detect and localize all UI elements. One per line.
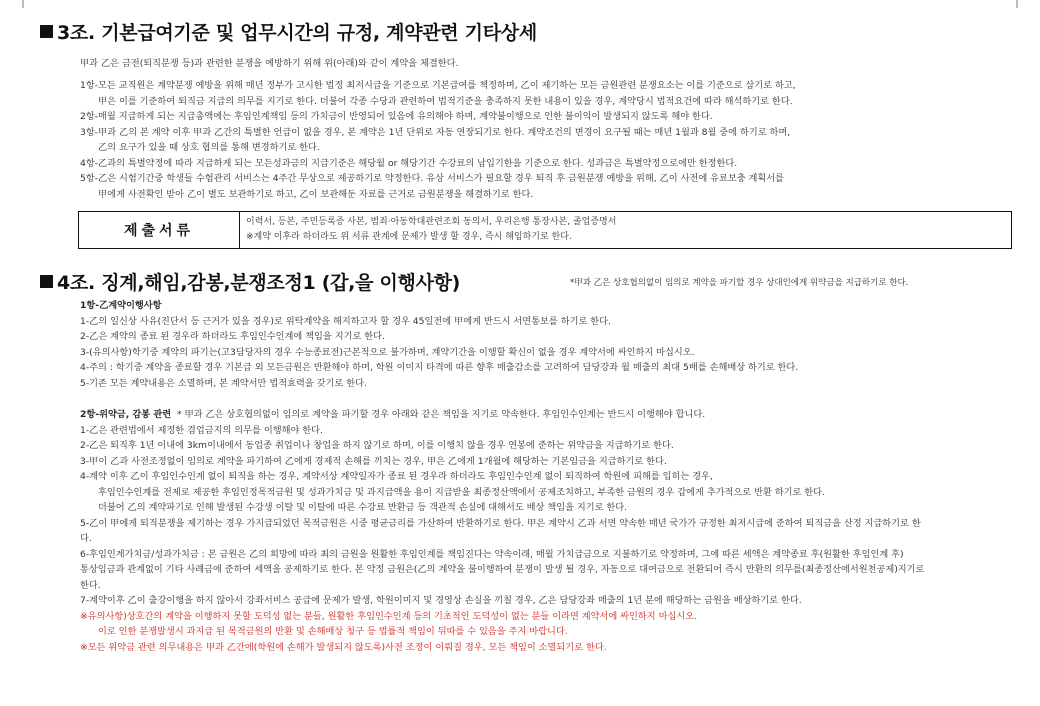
section3-title-text: 3조. 기본급여기준 및 업무시간의 규정, 계약관련 기타상세 <box>57 22 537 44</box>
section3-clauses <box>80 78 1020 202</box>
clause-line: 乙의 요구가 있을 때 상호 협의를 통해 변경하기로 한다. <box>98 142 320 153</box>
clause-line: 7-계약이후 乙이 출강이행을 하지 않아서 강좌서비스 공급에 문제가 발생, 학원이미지 및 경영상 손실을 끼칠 경우, 乙은 담당강좌 매출의 1년 분에 해당하는 금원을 배상하기로 한다. <box>80 595 802 606</box>
documents-box <box>78 211 1012 249</box>
sub1-title: 1항-乙계약이행사항 <box>80 300 162 311</box>
clause-line: 다. <box>80 533 92 544</box>
section4-title <box>40 268 460 295</box>
section4-sub2 <box>80 407 1020 655</box>
top-mark-right <box>1016 0 1018 8</box>
top-border <box>0 0 1040 8</box>
clause-line: 6-후임인계가치금/성과가치금 : 본 금원은 乙의 희망에 따라 최의 금원을 원활한 후임인계를 책임진다는 약속이래, 매월 가치급금으로 지불하기로 약정하며, 그에 따른 세액은 계약종료 후(원활한 후임인계 후) <box>80 548 904 560</box>
documents-note: ※계약 이후라 하더라도 위 서류 관계에 문제가 발생 할 경우, 즉시 해임하기로 한다. <box>246 232 572 242</box>
warning-line: ※모든 위약금 관련 의무내용은 甲과 乙간에(학원에 손해가 발생되지 않도록)사전 조정이 이뤄질 경우, 모든 책임이 소멸되기로 한다. <box>80 641 607 653</box>
clause-line: 4-주의 : 학기중 계약을 종료할 경우 기본급 외 모든금원은 반환해야 하며, 학원 이미지 타격에 따른 향후 매출감소를 고려하여 담당강좌 월 매출의 최대 5배를 손해배상 하기로 한다. <box>80 362 799 373</box>
clause-line: 甲에게 사전확인 받아 乙이 별도 보관하기로 하고, 乙이 보관해둔 자료를 근거로 금원분쟁을 해결하기로 한다. <box>98 188 534 200</box>
sub2-note: * 甲과 乙은 상호협의없이 임의로 계약을 파기할 경우 아래와 같은 책임을 지기로 약속한다. 후임인수인계는 반드시 이행해야 합니다. <box>176 409 706 420</box>
clause-line: 3항-甲과 乙의 본 계약 이후 甲과 乙간의 특별한 언급이 없을 경우, 본 계약은 1년 단위로 자동 연장되기로 한다. 계약조건의 변경이 요구될 때는 매년 1월과 8월 중에 하기로 하며, <box>80 126 791 138</box>
clause-line: 3-(유의사항)학기중 계약의 파기는(고3담당자의 경우 수능종료전)근본적으로 불가하며, 계약기간을 이행할 확신이 없을 경우 계약서에 싸인하지 마십시오. <box>80 346 695 358</box>
clause-line: 2항-매월 지급하게 되는 지급총액에는 후임인계책임 등의 가치금이 반영되어 있음에 유의해야 하며, 계약불이행으로 인한 불이익이 발생되지 않도록 해야 한다. <box>80 111 713 122</box>
clause-line: 2-乙은 계약의 종료 된 경우라 하더라도 후임인수인계에 책임을 지기로 한다. <box>80 331 385 342</box>
section4-title-text: 4조. 징계,해임,감봉,분쟁조정1 (갑,을 이행사항) <box>57 272 461 294</box>
clause-line: 1항-모든 교직원은 계약분쟁 예방을 위해 매년 정부가 고시한 법정 최저시급을 기준으로 기본급여를 책정하며, 乙이 제기하는 모든 금원관련 분쟁요소는 이를 기준으로 삼기로 하고, <box>80 80 796 91</box>
section4-sub1 <box>80 298 1020 391</box>
clause-line: 5항-乙은 시험기간중 학생들 수험관리 서비스는 4주간 무상으로 제공하기로 약정한다. 유상 서비스가 필요할 경우 퇴직 후 금원분쟁 예방을 위해, 乙이 사전에 유료보충 계획서를 <box>80 173 785 184</box>
sub2-title: 2항-위약금, 감봉 관련 <box>80 409 172 420</box>
sub2-heading <box>80 407 1020 423</box>
warning-line: 이로 인한 분쟁발생시 과지급 된 목적금원의 반환 및 손해배상 청구 등 법률적 책임이 뒤따를 수 있음을 주지 바랍니다. <box>98 626 568 637</box>
square-bullet-icon <box>40 25 53 38</box>
documents-list: 이력서, 등본, 주민등록증 사본, 범죄·아동학대관련조회 동의서, 우리은행 통장사본, 졸업증명서 <box>246 217 617 227</box>
clause-line: 5-乙이 甲에게 퇴직분쟁을 제기하는 경우 가지급되었던 목적금원은 시중 평균금리를 가산하여 반환하기로 한다. 甲은 계약시 乙과 서면 약속한 매년 국가가 규정한 최저시급에 준하여 퇴직금을 산정 지급하기로 한 <box>80 517 921 529</box>
top-mark-left <box>22 0 24 8</box>
square-bullet-icon <box>40 275 53 288</box>
clause-line: 1-乙은 관련법에서 제정한 겸업금지의 의무를 이행해야 한다. <box>80 424 323 436</box>
section3-intro: 甲과 乙은 금전(퇴직분쟁 등)과 관련한 분쟁을 예방하기 위해 위(아래)와 같이 계약을 체결한다. <box>80 58 459 69</box>
clause-line: 통상임금과 관계없이 기타 사례금에 준하여 세액을 공제하기로 한다. 본 약정 금원은(乙의 계약을 불이행하여 분쟁이 발생 될 경우, 자동으로 대여금으로 전환되어 즉시 반환의 의무를(최종정산에서원천공제)지기로 <box>80 564 925 575</box>
clause-line: 3-甲이 乙과 사전조정없이 임의로 계약을 파기하여 乙에게 경제적 손해를 끼치는 경우, 甲은 乙에게 1개월에 해당하는 기본임금을 지급하기로 한다. <box>80 455 667 467</box>
clause-line: 더불어 乙의 계약파기로 인해 발생된 수강생 이탈 및 이탈에 따른 수강료 반환금 등 객관적 손실에 대해서도 배상 책임을 지기로 한다. <box>98 502 628 513</box>
clause-line: 2-乙은 퇴직후 1년 이내에 3km이내에서 동업종 취업이나 창업을 하지 않기로 하며, 이를 이행치 않을 경우 연봉에 준하는 위약금을 지급하기로 한다. <box>80 440 674 451</box>
clause-line: 한다. <box>80 579 101 591</box>
clause-line: 5-기존 모든 계약내용은 소멸하며, 본 계약서만 법적효력을 갖기로 한다. <box>80 377 367 389</box>
section4-side-note: *甲과 乙은 상호협의없이 임의로 계약을 파기할 경우 상대인에게 위약금을 지급하기로 한다. <box>570 278 909 288</box>
clause-line: 4-계약 이후 乙이 후임인수인계 없이 퇴직을 하는 경우, 계약서상 계약일자가 종료 된 경우라 하더라도 후임인수인계 없이 퇴직하여 학원에 피해를 입히는 경우, <box>80 471 713 482</box>
warning-line: ※유의사항)상호간의 계약을 이행하지 못할 도덕성 없는 분들, 원활한 후임인수인계 등의 기초적인 도덕성이 없는 분들 이라면 계약서에 싸인하지 마십시오. <box>80 610 698 622</box>
documents-label: 제출서류 <box>79 212 240 248</box>
clause-line: 후임인수인계를 전제로 제공한 후임인정목적금원 및 성과가치금 및 과지급액을 용이 지급받을 최종정산액에서 공제조치하고, 부족한 금원의 경우 갑에게 추가적으로 반환 하기로 한다. <box>98 486 825 498</box>
clause-line: 甲은 이를 기준하여 퇴직금 지급의 의무를 지기로 한다. 더불어 각종 수당과 관련하여 법적기준을 충족하지 못한 내용이 있을 경우, 계약당시 법적요건에 따라 해석하기로 한다. <box>98 95 793 107</box>
clause-line: 4항-乙과의 특별약정에 따라 지급하게 되는 모든성과금의 지급기준은 해당월 or 해당기간 수강료의 납입기한을 기준으로 한다. 성과금은 특별약정으로에만 한정한다. <box>80 157 738 169</box>
section3-title <box>40 18 537 45</box>
clause-line: 1-乙의 일신상 사유(진단서 등 근거가 있을 경우)로 위탁계약을 해지하고자 할 경우 45일전에 甲에게 반드시 서면통보를 하기로 한다. <box>80 315 611 327</box>
documents-text <box>240 212 622 248</box>
